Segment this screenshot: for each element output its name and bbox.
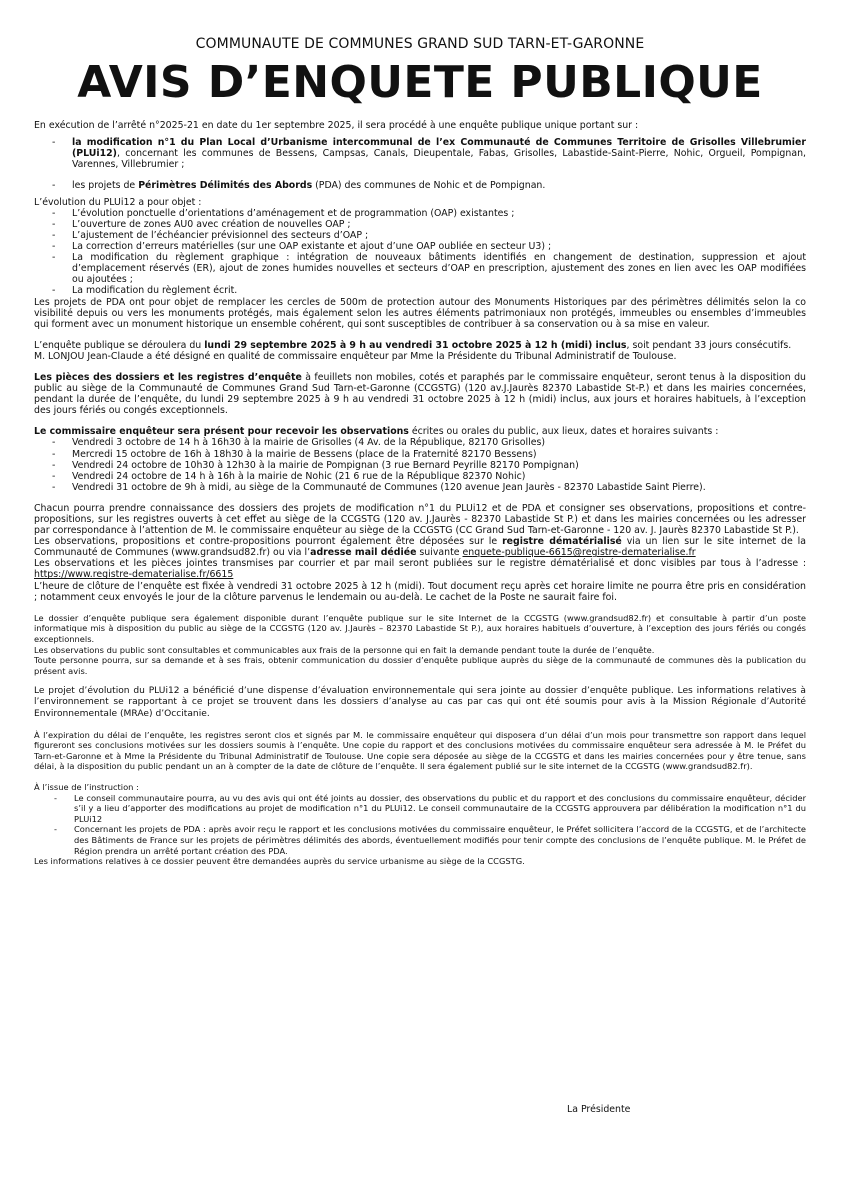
- notice-page: [34, 36, 806, 867]
- evolution-item: - La modification du règlement graphique : intégration de nouveaux bâtiments identifiés en changement de destination, suppression et ajout d’emplacement réservés (ER), ajout de zones humides nouvelles et secteurs d’OAP en prescription, ajustement des zones en lien avec les OAP modifiées ou ajoutées ;: [72, 252, 806, 285]
- electronic-registry-bold: registre dématérialisé: [502, 536, 622, 548]
- availability-paragraph-3: Toute personne pourra, sur sa demande et à ses frais, obtenir communication du dossier d’enquête publique auprès du siège de la communauté de communes dès la publication du présent avis.: [34, 655, 806, 676]
- published-paragraph: [34, 558, 806, 580]
- object-plui-text: , concernant les communes de Bessens, Campsas, Canals, Dieupentale, Fabas, Grisolles, Labastide-Saint-Pierre, Nohic, Orgueil, Pompignan, Varennes, Villebrumier ;: [72, 148, 806, 171]
- outcome-list: [34, 793, 806, 857]
- notice-title: AVIS D’ENQUETE PUBLIQUE: [77, 57, 763, 108]
- permanence-item: - Vendredi 3 octobre de 14 h à 16h30 à la mairie de Grisolles (4 Av. de la République, 82170 Grisolles): [72, 437, 806, 448]
- permanences-bold: Le commissaire enquêteur sera présent pour recevoir les observations: [34, 426, 409, 438]
- object-pda-pre: les projets de: [72, 179, 139, 191]
- expiry-paragraph: À l’expiration du délai de l’enquête, les registres seront clos et signés par M. le commissaire enquêteur qui disposera d’un délai d’un mois pour transmettre son rapport dans lequel figureront ses conclusions motivées sur les dossiers soumis à l’enquête. Une copie du rapport et des conclusions motivées du commissaire enquêteur sera adressée à M. le Préfet du Tarn-et-Garonne et à Mme la Présidente du Tribunal Administratif de Toulouse. Une copie sera déposée au siège de la CCGSTG et dans les mairies concernées pour y être tenue, sans délai, à la disposition du public pendant un an à compter de la date de clôture de l’enquête. Il sera également publié sur le site internet de la CCGSTG (www.grandsud82.fr).: [34, 729, 806, 772]
- registry-url-link[interactable]: https://www.registre-dematerialise.fr/6615: [34, 569, 234, 581]
- evolution-item: - La modification du règlement écrit.: [72, 285, 806, 296]
- dates-post: , soit pendant 33 jours consécutifs.: [626, 339, 792, 351]
- email-link[interactable]: enquete-publique-6615@registre-dematerialise.fr: [462, 547, 696, 559]
- signature: La Présidente: [567, 1104, 631, 1115]
- dates-pre: L’enquête publique se déroulera du: [34, 339, 205, 351]
- info-paragraph: Les informations relatives à ce dossier peuvent être demandées auprès du service urbanisme au siège de la CCGSTG.: [34, 856, 525, 867]
- dates-paragraph: [34, 340, 806, 351]
- permanence-item: - Vendredi 24 octobre de 14 h à 16h à la mairie de Nohic (21 6 rue de la République 82370 Nohic): [72, 471, 806, 482]
- electronic-mail-bold: adresse mail dédiée: [310, 547, 417, 559]
- electronic-p3: suivante: [416, 547, 463, 559]
- evolution-intro: L’évolution du PLUi12 a pour objet :: [34, 196, 202, 208]
- evolution-item: - L’évolution ponctuelle d’orientations d’aménagement et de programmation (OAP) existantes ;: [72, 208, 806, 219]
- objects-list: [34, 137, 806, 190]
- documents-bold: Les pièces des dossiers et les registres d’enquête: [34, 371, 302, 383]
- permanence-item: - Vendredi 31 octobre de 9h à midi, au siège de la Communauté de Communes (120 avenue Jean Jaurès - 82370 Labastide Saint Pierre).: [72, 482, 806, 493]
- availability-paragraph-1: Le dossier d’enquête publique sera également disponible durant l’enquête publique sur le site Internet de la CCGSTG (www.grandsud82.fr) et consultable à partir d’un poste informatique mis à disposition du public au siège de la CCGSTG (120 av. J.Jaurès – 82370 Labastide St P.), aux horaires habituels d’ouverture, à l’exception des jours fériés ou congés exceptionnels.: [34, 612, 806, 644]
- evolution-item: - L’ajustement de l’échéancier prévisionnel des secteurs d’OAP ;: [72, 230, 806, 241]
- electronic-p1: Les observations, propositions et contre-propositions pourront également être déposées sur le: [34, 536, 503, 548]
- permanences-text: écrites ou orales du public, aux lieux, dates et horaires suivants :: [408, 426, 719, 438]
- electronic-p2: via un lien sur le site internet de la Communauté de Communes (www.grandsud82.fr) ou via l’: [34, 536, 806, 559]
- object-pda-text: (PDA) des communes de Nohic et de Pompignan.: [312, 179, 546, 191]
- permanences-intro: [34, 426, 806, 437]
- availability-paragraph-2: Les observations du public sont consultables et communicables aux frais de la personne qui en fait la demande pendant toute la durée de l’enquête.: [34, 644, 655, 655]
- organization-name: COMMUNAUTE DE COMMUNES GRAND SUD TARN-ET-GARONNE: [195, 36, 645, 52]
- commissioner-paragraph: M. LONJOU Jean-Claude a été désigné en qualité de commissaire enquêteur par Mme la Présidente du Tribunal Administratif de Toulouse.: [34, 350, 677, 362]
- documents-text: à feuillets non mobiles, cotés et paraphés par le commissaire enquêteur, seront tenus à la disposition du public au siège de la Communauté de Communes Grand Sud Tarn-et-Garonne (CCGSTG) (120 av.J.Jaurès 82370 Labastide St-P.) et dans les mairies concernées, pendant la durée de l’enquête, du lundi 29 septembre 2025 à 9 h au vendredi 31 octobre 2025 à 12 h (midi) inclus, aux jours et horaires habituels, à l’exception des jours fériés ou congés exceptionnels.: [34, 371, 807, 417]
- object-item-plui: [72, 137, 806, 170]
- object-pda-bold: Périmètres Délimités des Abords: [138, 179, 313, 191]
- closing-hour-paragraph: L’heure de clôture de l’enquête est fixée à vendredi 31 octobre 2025 à 12 h (midi). Tout document reçu après cet horaire limite ne pourra être pris en considération ; notamment ceux envoyés le jour de la clôture parvenus le lendemain ou au-delà. Le cachet de la Poste ne saurait faire foi.: [34, 580, 806, 603]
- published-text: Les observations et les pièces jointes transmises par courrier et par mail seront publiées sur le registre dématérialisé et donc visibles par tous à l’adresse :: [34, 558, 806, 570]
- dates-bold: lundi 29 septembre 2025 à 9 h au vendredi 31 octobre 2025 à 12 h (midi) inclus: [204, 339, 627, 351]
- documents-paragraph: [34, 372, 806, 416]
- pda-paragraph: Les projets de PDA ont pour objet de remplacer les cercles de 500m de protection autour des Monuments Historiques par des périmètres délimités selon la co visibilité depuis ou vers les monuments protégés, mais également selon les autres éléments patrimoniaux non protégés, immeubles ou ensembles d’immeubles qui forment avec un monument historique un ensemble cohérent, qui sont susceptibles de contribuer à sa conservation ou à sa mise en valeur.: [34, 296, 806, 330]
- evolution-item: - L’ouverture de zones AU0 avec création de nouvelles OAP ;: [72, 219, 806, 230]
- evolution-item: - La correction d’erreurs matérielles (sur une OAP existante et ajout d’une OAP oubliée en secteur U3) ;: [72, 241, 806, 252]
- permanence-item: - Mercredi 15 octobre de 16h à 18h30 à la mairie de Bessens (place de la Fraternité 82170 Bessens): [72, 449, 806, 460]
- outcome-item: - Concernant les projets de PDA : après avoir reçu le rapport et les conclusions motivées du commissaire enquêteur, le Préfet sollicitera l’accord de la CCGSTG, et de l’architecte des Bâtiments de France sur les projets de périmètres délimités des abords, éventuellement modifiés pour tenir compte des conclusions de l’enquête publique. M. le Préfet de Région prendra un arrêté portant création des PDA.: [74, 824, 806, 856]
- object-item-pda: [72, 180, 806, 191]
- consultation-paragraph: Chacun pourra prendre connaissance des dossiers des projets de modification n°1 du PLUi12 et de PDA et consigner ses observations, propositions et contre-propositions, sur les registres ouverts à cet effet au siège de la CCGSTG (120 av. J.Jaurès - 82370 Labastide St P.) et dans les mairies concernées ou les adresser par correspondance à l’attention de M. le commissaire enquêteur au siège de la CCGSTG (CC Grand Sud Tarn-et-Garonne - 120 av. J. Jaurès 82370 Labastide St P.).: [34, 502, 806, 537]
- outcome-item: - Le conseil communautaire pourra, au vu des avis qui ont été joints au dossier, des observations du public et du rapport et des conclusions du commissaire enquêteur, décider s’il y a lieu d’apporter des modifications au projet de modification n°1 du PLUi12. Le conseil communautaire de la CCGSTG approuvera par délibération la modification n°1 du PLUi12: [74, 793, 806, 825]
- permanences-list: [34, 437, 806, 492]
- intro-text: En exécution de l’arrêté n°2025-21 en date du 1er septembre 2025, il sera procédé à une enquête publique unique portant sur :: [34, 120, 639, 132]
- electronic-paragraph: [34, 536, 806, 558]
- evolution-list: [34, 208, 806, 297]
- environment-paragraph: Le projet d’évolution du PLUi12 a bénéficié d’une dispense d’évaluation environnementale qui sera jointe au dossier d’enquête publique. Les informations relatives à l’environnement se rapportant à ce projet se trouvent dans les dossiers d’analyse au cas par cas qui ont été soumis pour avis à la Mission Régionale d’Autorité Environnementale (MRAe) d’Occitanie.: [34, 686, 806, 719]
- outcome-intro: À l’issue de l’instruction :: [34, 781, 139, 792]
- permanence-item: - Vendredi 24 octobre de 10h30 à 12h30 à la mairie de Pompignan (3 rue Bernard Peyrille 82170 Pompignan): [72, 460, 806, 471]
- object-plui-bold: la modification n°1 du Plan Local d’Urbanisme intercommunal de l’ex Communauté de Communes Territoire de Grisolles Villebrumier (PLUi12): [72, 137, 806, 160]
